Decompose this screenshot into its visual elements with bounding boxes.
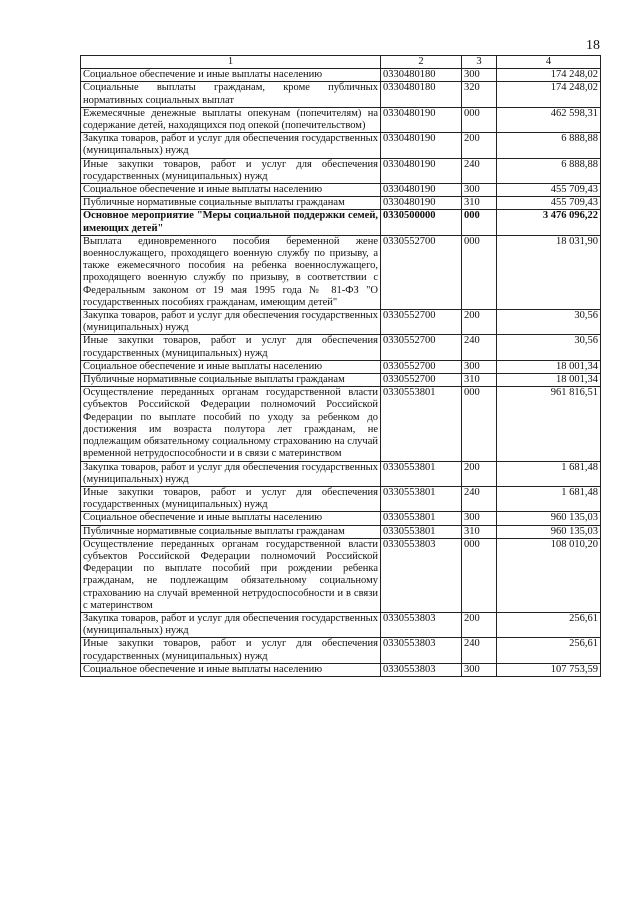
header-cell-2: 2 xyxy=(381,56,462,69)
code-cell: 0330500000 xyxy=(381,210,462,235)
table-row xyxy=(81,638,601,663)
table-row xyxy=(81,210,601,235)
name-cell: Ежемесячные денежные выплаты опекунам (попечителям) на содержание детей, находящихся под опекой (попечительством) xyxy=(81,107,381,132)
vr-cell: 300 xyxy=(462,69,497,82)
sum-cell: 174 248,02 xyxy=(497,69,601,82)
table-row xyxy=(81,360,601,373)
sum-cell: 455 709,43 xyxy=(497,184,601,197)
code-cell: 0330480190 xyxy=(381,158,462,183)
sum-cell: 3 476 096,22 xyxy=(497,210,601,235)
name-cell: Иные закупки товаров, работ и услуг для обеспечения государственных (муниципальных) нужд xyxy=(81,335,381,360)
code-cell: 0330480190 xyxy=(381,184,462,197)
code-cell: 0330553801 xyxy=(381,461,462,486)
name-cell: Публичные нормативные социальные выплаты гражданам xyxy=(81,374,381,387)
vr-cell: 300 xyxy=(462,184,497,197)
vr-cell: 240 xyxy=(462,486,497,511)
sum-cell: 174 248,02 xyxy=(497,82,601,107)
table-row xyxy=(81,512,601,525)
table-row xyxy=(81,525,601,538)
vr-cell: 240 xyxy=(462,335,497,360)
name-cell: Иные закупки товаров, работ и услуг для обеспечения государственных (муниципальных) нужд xyxy=(81,638,381,663)
sum-cell: 6 888,88 xyxy=(497,158,601,183)
name-cell: Выплата единовременного пособия беременной жене военнослужащего, проходящего военную службу по призыву, а также ежемесячного пособия на ребенка военнослужащего, проходящего военную службу по призыву, в соответствии с Федеральным законом от 19 мая 1995 года № 81-ФЗ "О государственных пособиях гражданам, имеющим детей" xyxy=(81,235,381,309)
name-cell: Социальное обеспечение и иные выплаты населению xyxy=(81,184,381,197)
sum-cell: 462 598,31 xyxy=(497,107,601,132)
code-cell: 0330480180 xyxy=(381,82,462,107)
code-cell: 0330553801 xyxy=(381,387,462,461)
name-cell: Закупка товаров, работ и услуг для обеспечения государственных (муниципальных) нужд xyxy=(81,612,381,637)
sum-cell: 18 001,34 xyxy=(497,360,601,373)
name-cell: Социальные выплаты гражданам, кроме публичных нормативных социальных выплат xyxy=(81,82,381,107)
name-cell: Осуществление переданных органам государственной власти субъектов Российской Федерации полномочий Российской Федерации по выплате пособий при рождении ребенка гражданам, не подлежащим обязательному социальному страхованию на случай временной нетрудоспособности и в связи с материнством xyxy=(81,538,381,612)
code-cell: 0330553801 xyxy=(381,525,462,538)
sum-cell: 6 888,88 xyxy=(497,133,601,158)
sum-cell: 455 709,43 xyxy=(497,197,601,210)
name-cell: Публичные нормативные социальные выплаты гражданам xyxy=(81,197,381,210)
sum-cell: 960 135,03 xyxy=(497,512,601,525)
name-cell: Иные закупки товаров, работ и услуг для обеспечения государственных (муниципальных) нужд xyxy=(81,158,381,183)
code-cell: 0330552700 xyxy=(381,310,462,335)
sum-cell: 30,56 xyxy=(497,310,601,335)
sum-cell: 1 681,48 xyxy=(497,461,601,486)
sum-cell: 256,61 xyxy=(497,612,601,637)
code-cell: 0330553803 xyxy=(381,612,462,637)
name-cell: Социальное обеспечение и иные выплаты населению xyxy=(81,69,381,82)
table-row xyxy=(81,486,601,511)
table-row xyxy=(81,310,601,335)
header-cell-1: 1 xyxy=(81,56,381,69)
vr-cell: 310 xyxy=(462,525,497,538)
table-row xyxy=(81,82,601,107)
code-cell: 0330553801 xyxy=(381,486,462,511)
code-cell: 0330552700 xyxy=(381,360,462,373)
code-cell: 0330552700 xyxy=(381,335,462,360)
sum-cell: 1 681,48 xyxy=(497,486,601,511)
code-cell: 0330480190 xyxy=(381,197,462,210)
vr-cell: 000 xyxy=(462,387,497,461)
table-row xyxy=(81,374,601,387)
budget-table xyxy=(80,55,601,677)
sum-cell: 18 031,90 xyxy=(497,235,601,309)
vr-cell: 320 xyxy=(462,82,497,107)
table-header-row xyxy=(81,56,601,69)
vr-cell: 310 xyxy=(462,197,497,210)
table-row xyxy=(81,235,601,309)
code-cell: 0330480190 xyxy=(381,133,462,158)
vr-cell: 200 xyxy=(462,612,497,637)
header-cell-4: 4 xyxy=(497,56,601,69)
name-cell: Публичные нормативные социальные выплаты гражданам xyxy=(81,525,381,538)
name-cell: Закупка товаров, работ и услуг для обеспечения государственных (муниципальных) нужд xyxy=(81,461,381,486)
sum-cell: 18 001,34 xyxy=(497,374,601,387)
vr-cell: 200 xyxy=(462,133,497,158)
sum-cell: 961 816,51 xyxy=(497,387,601,461)
header-cell-3: 3 xyxy=(462,56,497,69)
vr-cell: 310 xyxy=(462,374,497,387)
code-cell: 0330553801 xyxy=(381,512,462,525)
table-row xyxy=(81,69,601,82)
vr-cell: 000 xyxy=(462,235,497,309)
vr-cell: 000 xyxy=(462,210,497,235)
code-cell: 0330553803 xyxy=(381,538,462,612)
sum-cell: 108 010,20 xyxy=(497,538,601,612)
table-row xyxy=(81,197,601,210)
name-cell: Социальное обеспечение и иные выплаты населению xyxy=(81,663,381,676)
name-cell: Закупка товаров, работ и услуг для обеспечения государственных (муниципальных) нужд xyxy=(81,133,381,158)
code-cell: 0330552700 xyxy=(381,374,462,387)
name-cell: Иные закупки товаров, работ и услуг для обеспечения государственных (муниципальных) нужд xyxy=(81,486,381,511)
sum-cell: 30,56 xyxy=(497,335,601,360)
vr-cell: 240 xyxy=(462,638,497,663)
table-row xyxy=(81,335,601,360)
sum-cell: 960 135,03 xyxy=(497,525,601,538)
name-cell: Основное мероприятие "Меры социальной поддержки семей, имеющих детей" xyxy=(81,210,381,235)
table-row xyxy=(81,133,601,158)
vr-cell: 200 xyxy=(462,461,497,486)
code-cell: 0330553803 xyxy=(381,663,462,676)
name-cell: Закупка товаров, работ и услуг для обеспечения государственных (муниципальных) нужд xyxy=(81,310,381,335)
sum-cell: 107 753,59 xyxy=(497,663,601,676)
vr-cell: 200 xyxy=(462,310,497,335)
table-row xyxy=(81,387,601,461)
vr-cell: 240 xyxy=(462,158,497,183)
name-cell: Осуществление переданных органам государственной власти субъектов Российской Федерации полномочий Российской Федерации по выплате пособий по уходу за ребенком до достижения им возраста полутора лет гражданам, не подлежащим обязательному социальному страхованию на случай временной нетрудоспособности и в связи с материнством xyxy=(81,387,381,461)
table-row xyxy=(81,663,601,676)
table-row xyxy=(81,461,601,486)
table-row xyxy=(81,158,601,183)
table-row xyxy=(81,184,601,197)
sum-cell: 256,61 xyxy=(497,638,601,663)
vr-cell: 300 xyxy=(462,663,497,676)
vr-cell: 000 xyxy=(462,107,497,132)
table-row xyxy=(81,612,601,637)
code-cell: 0330552700 xyxy=(381,235,462,309)
name-cell: Социальное обеспечение и иные выплаты населению xyxy=(81,360,381,373)
vr-cell: 000 xyxy=(462,538,497,612)
code-cell: 0330480190 xyxy=(381,107,462,132)
page-number: 18 xyxy=(586,38,600,53)
code-cell: 0330553803 xyxy=(381,638,462,663)
table-row xyxy=(81,538,601,612)
table-row xyxy=(81,107,601,132)
vr-cell: 300 xyxy=(462,360,497,373)
name-cell: Социальное обеспечение и иные выплаты населению xyxy=(81,512,381,525)
vr-cell: 300 xyxy=(462,512,497,525)
code-cell: 0330480180 xyxy=(381,69,462,82)
